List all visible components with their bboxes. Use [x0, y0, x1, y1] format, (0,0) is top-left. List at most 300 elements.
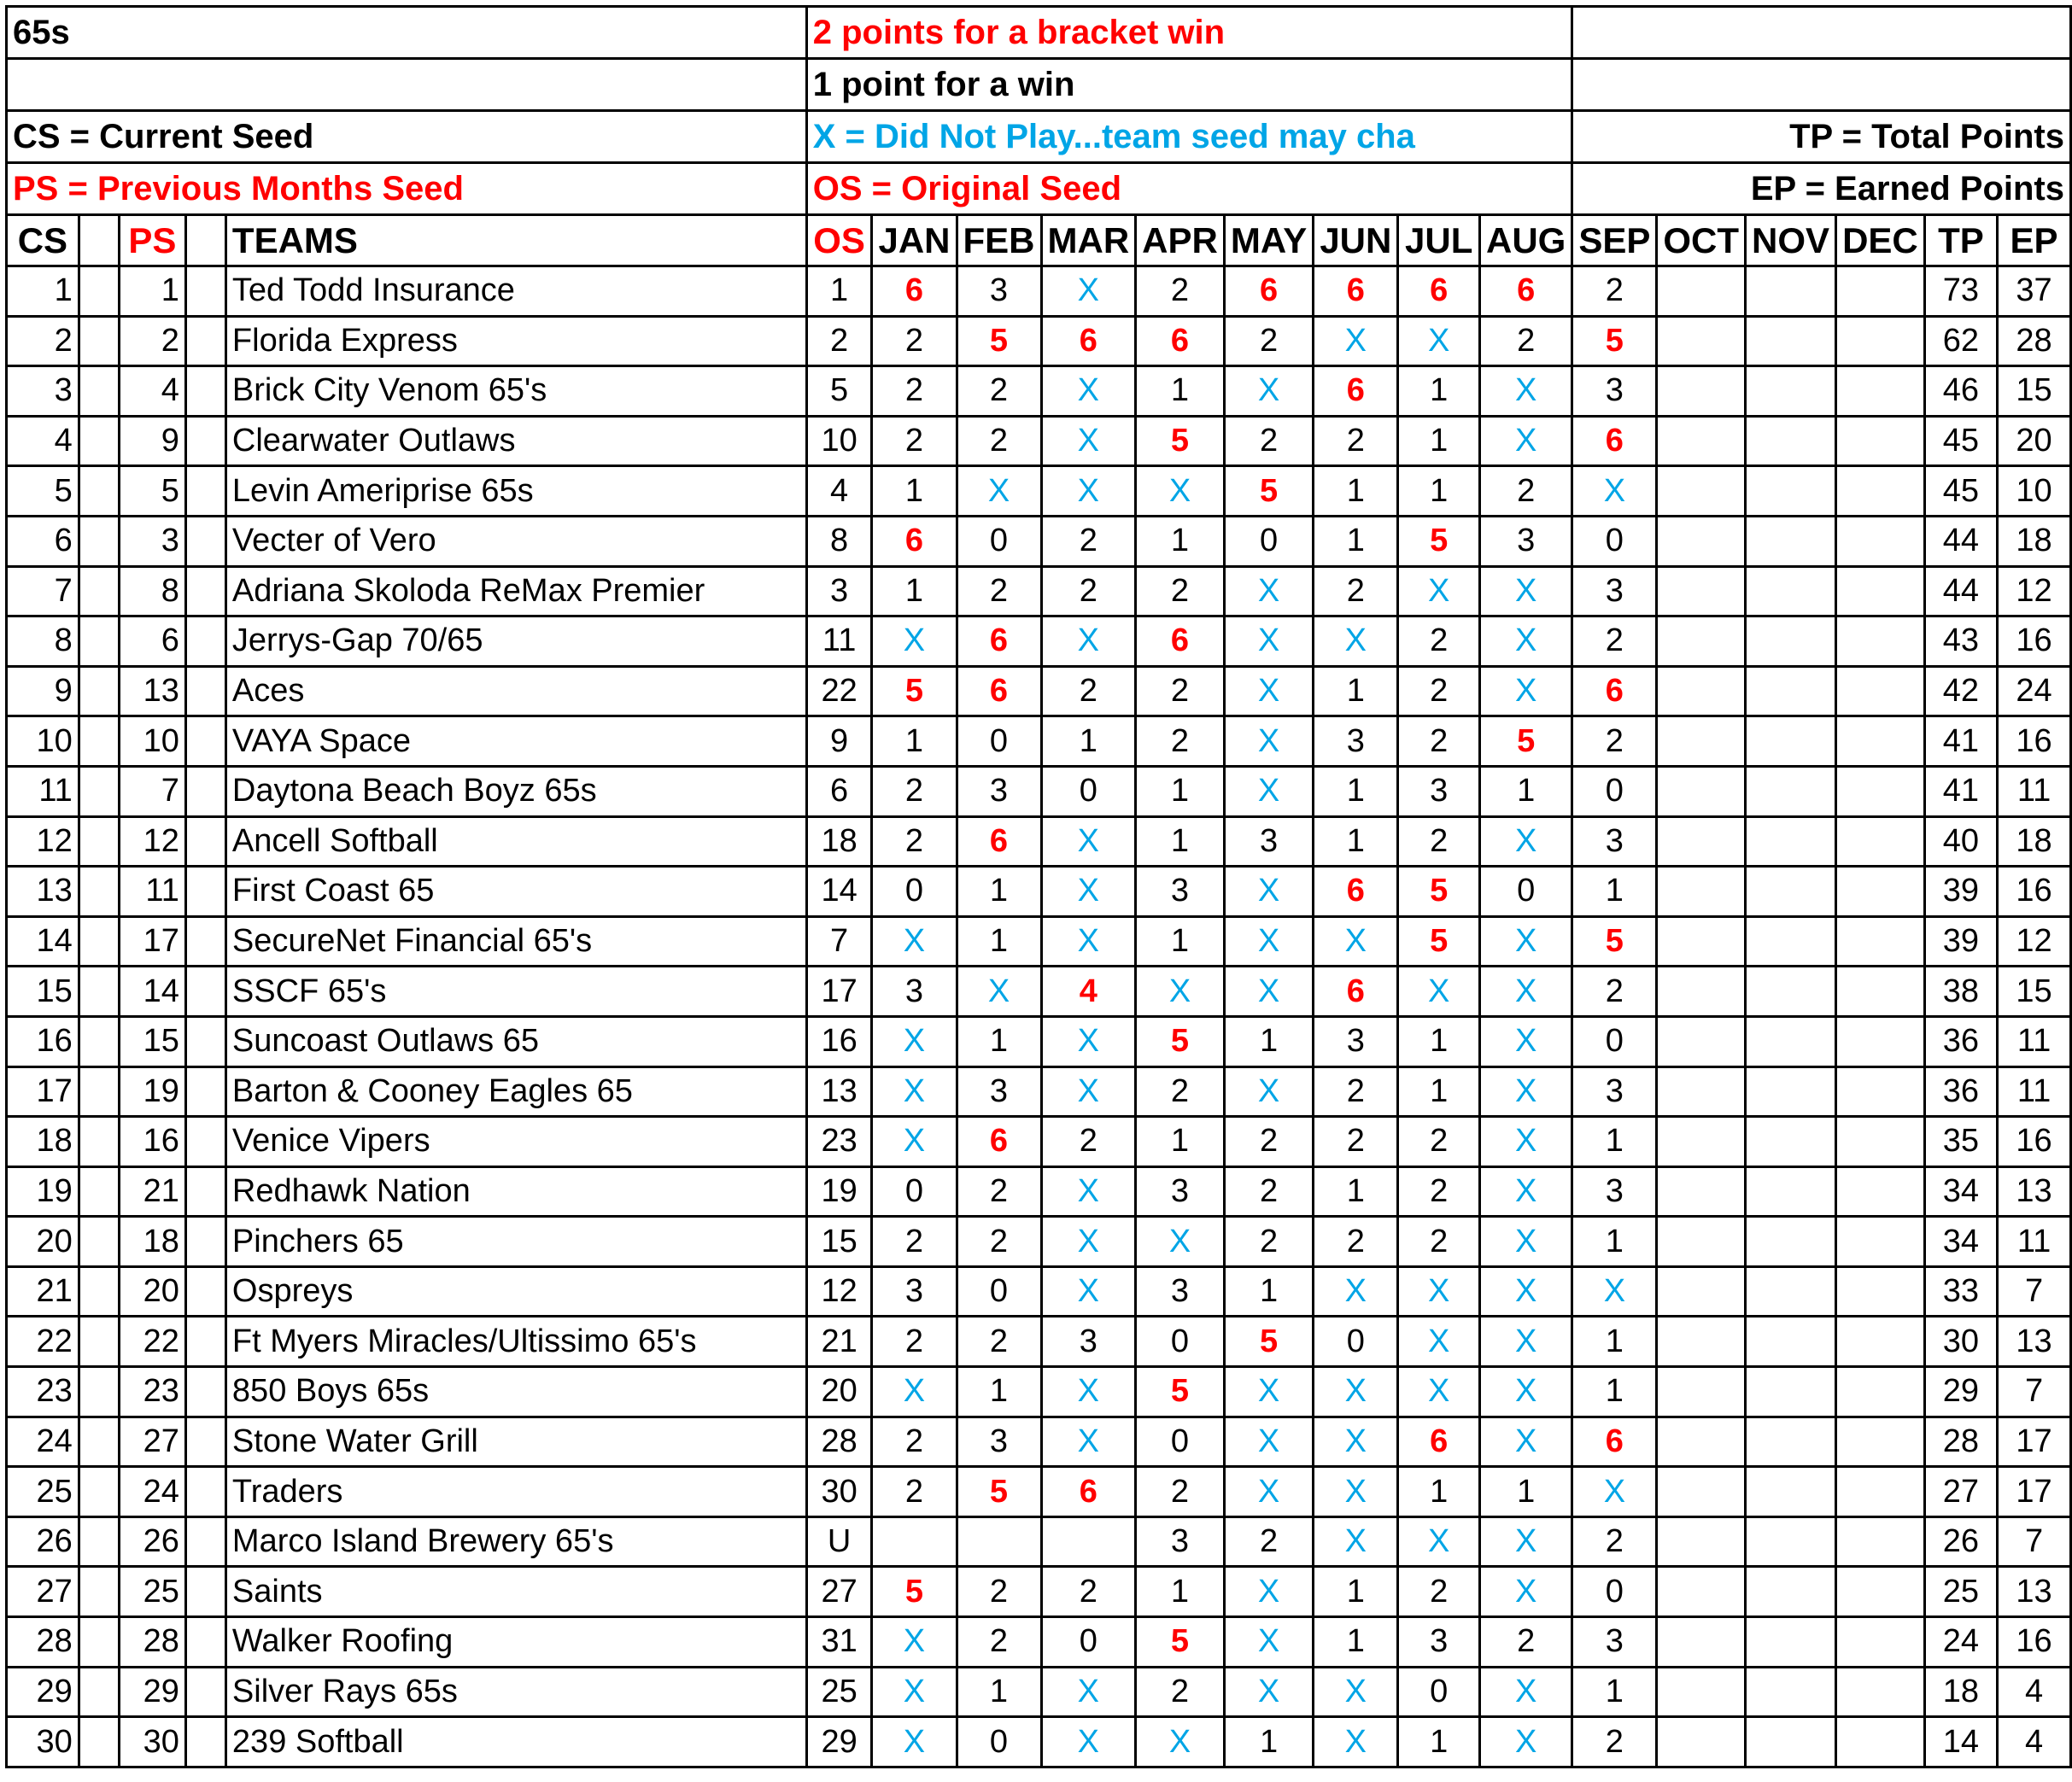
- legend-cs: CS = Current Seed: [7, 111, 807, 163]
- blank-cell: [185, 766, 225, 816]
- month-points-feb: X: [957, 967, 1041, 1017]
- month-points-feb: [957, 1516, 1041, 1567]
- month-points-nov: [1746, 666, 1836, 716]
- month-points-dec: [1836, 967, 1925, 1017]
- month-points-aug: X: [1480, 816, 1572, 867]
- col-tp: TP: [1924, 215, 1997, 266]
- header-row-4: [7, 163, 2071, 215]
- team-name: 239 Softball: [225, 1717, 806, 1767]
- original-seed: 16: [806, 1016, 872, 1066]
- month-points-oct: [1657, 867, 1746, 917]
- blank-cell: [79, 1617, 119, 1668]
- month-points-sep: 1: [1572, 1117, 1657, 1167]
- earned-points: 18: [1998, 516, 2071, 566]
- current-seed: 8: [7, 616, 79, 667]
- earned-points: 13: [1998, 1166, 2071, 1217]
- month-points-dec: [1836, 1066, 1925, 1117]
- month-points-may: 6: [1224, 266, 1313, 317]
- month-points-jul: 2: [1398, 666, 1480, 716]
- month-points-jul: 1: [1398, 1016, 1480, 1066]
- original-seed: 6: [806, 766, 872, 816]
- month-points-nov: [1746, 1016, 1836, 1066]
- month-points-dec: [1836, 666, 1925, 716]
- month-points-may: 2: [1224, 1117, 1313, 1167]
- total-points: 39: [1924, 916, 1997, 967]
- table-row: [7, 1266, 2071, 1317]
- standings-sheet: [5, 5, 2072, 1768]
- month-points-jan: X: [872, 616, 957, 667]
- month-points-sep: 2: [1572, 716, 1657, 767]
- team-name: Saints: [225, 1567, 806, 1617]
- month-points-apr: 1: [1136, 766, 1225, 816]
- team-name: 850 Boys 65s: [225, 1367, 806, 1417]
- team-name: Brick City Venom 65's: [225, 366, 806, 417]
- earned-points: 24: [1998, 666, 2071, 716]
- month-points-feb: X: [957, 466, 1041, 517]
- col-blank-b: [185, 215, 225, 266]
- blank-cell: [79, 416, 119, 466]
- table-row: [7, 1217, 2071, 1267]
- month-points-mar: 0: [1041, 1617, 1136, 1668]
- table-row: [7, 716, 2071, 767]
- month-points-sep: 2: [1572, 266, 1657, 317]
- month-points-may: X: [1224, 916, 1313, 967]
- earned-points: 12: [1998, 916, 2071, 967]
- month-points-sep: 5: [1572, 916, 1657, 967]
- table-row: [7, 766, 2071, 816]
- month-points-nov: [1746, 1417, 1836, 1467]
- month-points-jan: 5: [872, 1567, 957, 1617]
- month-points-mar: X: [1041, 366, 1136, 417]
- previous-seed: 25: [119, 1567, 185, 1617]
- month-points-feb: 1: [957, 867, 1041, 917]
- month-points-may: X: [1224, 716, 1313, 767]
- table-row: [7, 616, 2071, 667]
- total-points: 35: [1924, 1117, 1997, 1167]
- month-points-nov: [1746, 1117, 1836, 1167]
- blank-cell: [79, 1266, 119, 1317]
- month-points-jul: 5: [1398, 867, 1480, 917]
- month-points-apr: 3: [1136, 1166, 1225, 1217]
- month-points-jan: X: [872, 1066, 957, 1117]
- month-points-aug: X: [1480, 1117, 1572, 1167]
- blank-cell: [185, 1117, 225, 1167]
- total-points: 62: [1924, 316, 1997, 366]
- month-points-aug: X: [1480, 1317, 1572, 1367]
- month-points-jan: 6: [872, 516, 957, 566]
- month-points-oct: [1657, 416, 1746, 466]
- month-points-sep: 0: [1572, 516, 1657, 566]
- table-row: [7, 1467, 2071, 1517]
- month-points-sep: 3: [1572, 1066, 1657, 1117]
- month-points-sep: 1: [1572, 1217, 1657, 1267]
- earned-points: 11: [1998, 1217, 2071, 1267]
- month-points-jun: 6: [1314, 967, 1398, 1017]
- month-points-sep: 1: [1572, 867, 1657, 917]
- month-points-apr: 5: [1136, 1367, 1225, 1417]
- month-points-jan: 2: [872, 766, 957, 816]
- month-points-feb: 0: [957, 1266, 1041, 1317]
- month-points-jun: X: [1314, 1516, 1398, 1567]
- previous-seed: 4: [119, 366, 185, 417]
- previous-seed: 28: [119, 1617, 185, 1668]
- blank-cell: [79, 1166, 119, 1217]
- month-points-jan: X: [872, 916, 957, 967]
- blank-cell: [185, 716, 225, 767]
- month-points-jun: X: [1314, 1266, 1398, 1317]
- current-seed: 7: [7, 566, 79, 616]
- col-blank-a: [79, 215, 119, 266]
- col-ep: EP: [1998, 215, 2071, 266]
- previous-seed: 14: [119, 967, 185, 1017]
- month-points-dec: [1836, 416, 1925, 466]
- original-seed: 18: [806, 816, 872, 867]
- month-points-jul: 2: [1398, 1217, 1480, 1267]
- month-points-apr: X: [1136, 967, 1225, 1017]
- month-points-nov: [1746, 916, 1836, 967]
- month-points-oct: [1657, 1717, 1746, 1767]
- current-seed: 22: [7, 1317, 79, 1367]
- month-points-dec: [1836, 1117, 1925, 1167]
- total-points: 18: [1924, 1667, 1997, 1717]
- table-row: [7, 366, 2071, 417]
- month-points-sep: 3: [1572, 1166, 1657, 1217]
- team-name: Silver Rays 65s: [225, 1667, 806, 1717]
- month-points-dec: [1836, 1016, 1925, 1066]
- team-name: Ft Myers Miracles/Ultissimo 65's: [225, 1317, 806, 1367]
- month-points-feb: 6: [957, 666, 1041, 716]
- table-row: [7, 1667, 2071, 1717]
- month-points-jul: 1: [1398, 466, 1480, 517]
- header-blank-3: [1572, 59, 2071, 111]
- blank-cell: [185, 616, 225, 667]
- month-points-sep: 1: [1572, 1667, 1657, 1717]
- earned-points: 17: [1998, 1417, 2071, 1467]
- month-points-sep: 3: [1572, 816, 1657, 867]
- month-points-aug: X: [1480, 416, 1572, 466]
- original-seed: 29: [806, 1717, 872, 1767]
- month-points-apr: 0: [1136, 1417, 1225, 1467]
- month-points-jan: 1: [872, 466, 957, 517]
- month-points-feb: 1: [957, 1667, 1041, 1717]
- team-name: Walker Roofing: [225, 1617, 806, 1668]
- month-points-mar: X: [1041, 1016, 1136, 1066]
- month-points-nov: [1746, 1317, 1836, 1367]
- team-name: Pinchers 65: [225, 1217, 806, 1267]
- month-points-nov: [1746, 616, 1836, 667]
- blank-cell: [79, 867, 119, 917]
- month-points-mar: X: [1041, 266, 1136, 317]
- month-points-jun: X: [1314, 1717, 1398, 1767]
- month-points-nov: [1746, 1266, 1836, 1317]
- current-seed: 18: [7, 1117, 79, 1167]
- current-seed: 3: [7, 366, 79, 417]
- previous-seed: 30: [119, 1717, 185, 1767]
- earned-points: 20: [1998, 416, 2071, 466]
- current-seed: 23: [7, 1367, 79, 1417]
- team-name: Ospreys: [225, 1266, 806, 1317]
- month-points-may: X: [1224, 366, 1313, 417]
- month-points-jan: 2: [872, 1317, 957, 1367]
- month-points-aug: 3: [1480, 516, 1572, 566]
- original-seed: 25: [806, 1667, 872, 1717]
- month-points-aug: 2: [1480, 1617, 1572, 1668]
- blank-cell: [185, 1567, 225, 1617]
- month-points-feb: 6: [957, 816, 1041, 867]
- month-points-jun: 2: [1314, 416, 1398, 466]
- team-name: Traders: [225, 1467, 806, 1517]
- blank-cell: [185, 1617, 225, 1668]
- table-row: [7, 1516, 2071, 1567]
- month-points-feb: 1: [957, 1016, 1041, 1066]
- month-points-aug: X: [1480, 1217, 1572, 1267]
- month-points-aug: X: [1480, 1266, 1572, 1317]
- month-points-apr: 6: [1136, 316, 1225, 366]
- month-points-dec: [1836, 1567, 1925, 1617]
- month-points-mar: X: [1041, 1266, 1136, 1317]
- blank-cell: [79, 816, 119, 867]
- month-points-sep: 2: [1572, 967, 1657, 1017]
- month-points-aug: X: [1480, 1516, 1572, 1567]
- blank-cell: [79, 716, 119, 767]
- month-points-may: 1: [1224, 1717, 1313, 1767]
- month-points-sep: 6: [1572, 416, 1657, 466]
- month-points-jan: 2: [872, 366, 957, 417]
- month-points-nov: [1746, 1467, 1836, 1517]
- month-points-jan: 2: [872, 1467, 957, 1517]
- team-name: Aces: [225, 666, 806, 716]
- original-seed: 28: [806, 1417, 872, 1467]
- month-points-jun: 2: [1314, 566, 1398, 616]
- header-row-2: [7, 59, 2071, 111]
- month-points-aug: 0: [1480, 867, 1572, 917]
- month-points-jun: 1: [1314, 816, 1398, 867]
- blank-cell: [79, 666, 119, 716]
- month-points-jun: X: [1314, 1367, 1398, 1417]
- blank-cell: [185, 366, 225, 417]
- month-points-sep: 6: [1572, 1417, 1657, 1467]
- month-points-aug: X: [1480, 566, 1572, 616]
- month-points-dec: [1836, 867, 1925, 917]
- team-name: Stone Water Grill: [225, 1417, 806, 1467]
- blank-cell: [185, 666, 225, 716]
- total-points: 44: [1924, 516, 1997, 566]
- current-seed: 24: [7, 1417, 79, 1467]
- month-points-jul: 2: [1398, 1166, 1480, 1217]
- month-points-oct: [1657, 1117, 1746, 1167]
- month-points-oct: [1657, 1617, 1746, 1668]
- month-points-may: X: [1224, 867, 1313, 917]
- month-points-oct: [1657, 967, 1746, 1017]
- month-points-dec: [1836, 1317, 1925, 1367]
- original-seed: 1: [806, 266, 872, 317]
- month-points-feb: 5: [957, 316, 1041, 366]
- table-row: [7, 916, 2071, 967]
- month-points-aug: 2: [1480, 466, 1572, 517]
- previous-seed: 1: [119, 266, 185, 317]
- month-points-nov: [1746, 316, 1836, 366]
- previous-seed: 11: [119, 867, 185, 917]
- month-points-feb: 6: [957, 1117, 1041, 1167]
- previous-seed: 5: [119, 466, 185, 517]
- month-points-jul: 5: [1398, 516, 1480, 566]
- month-points-jun: X: [1314, 1417, 1398, 1467]
- month-points-apr: 6: [1136, 616, 1225, 667]
- month-points-feb: 1: [957, 1367, 1041, 1417]
- earned-points: 18: [1998, 816, 2071, 867]
- month-points-jun: 2: [1314, 1117, 1398, 1167]
- table-row: [7, 1417, 2071, 1467]
- total-points: 33: [1924, 1266, 1997, 1317]
- month-points-oct: [1657, 316, 1746, 366]
- month-points-sep: X: [1572, 466, 1657, 517]
- month-points-jul: X: [1398, 1266, 1480, 1317]
- month-points-jul: X: [1398, 316, 1480, 366]
- month-points-sep: 0: [1572, 1567, 1657, 1617]
- header-row-1: [7, 7, 2071, 59]
- table-row: [7, 1066, 2071, 1117]
- month-points-apr: 1: [1136, 916, 1225, 967]
- month-points-aug: X: [1480, 1367, 1572, 1417]
- earned-points: 13: [1998, 1567, 2071, 1617]
- original-seed: 23: [806, 1117, 872, 1167]
- month-points-aug: 1: [1480, 1467, 1572, 1517]
- month-points-jul: 2: [1398, 1567, 1480, 1617]
- month-points-jun: X: [1314, 1467, 1398, 1517]
- month-points-aug: X: [1480, 616, 1572, 667]
- previous-seed: 10: [119, 716, 185, 767]
- blank-cell: [185, 1717, 225, 1767]
- blank-cell: [79, 466, 119, 517]
- current-seed: 2: [7, 316, 79, 366]
- table-row: [7, 1317, 2071, 1367]
- previous-seed: 9: [119, 416, 185, 466]
- original-seed: 5: [806, 366, 872, 417]
- previous-seed: 29: [119, 1667, 185, 1717]
- blank-cell: [79, 1467, 119, 1517]
- month-points-mar: 6: [1041, 316, 1136, 366]
- month-points-jun: 6: [1314, 867, 1398, 917]
- previous-seed: 26: [119, 1516, 185, 1567]
- col-mar: MAR: [1041, 215, 1136, 266]
- month-points-aug: 1: [1480, 766, 1572, 816]
- month-points-sep: 3: [1572, 1617, 1657, 1668]
- blank-cell: [79, 1317, 119, 1367]
- col-nov: NOV: [1746, 215, 1836, 266]
- earned-points: 12: [1998, 566, 2071, 616]
- month-points-jun: 3: [1314, 716, 1398, 767]
- original-seed: 11: [806, 616, 872, 667]
- col-feb: FEB: [957, 215, 1041, 266]
- month-points-may: 1: [1224, 1266, 1313, 1317]
- total-points: 36: [1924, 1066, 1997, 1117]
- team-name: Florida Express: [225, 316, 806, 366]
- header-blank-1: [1572, 7, 2071, 59]
- rule-bracket: 2 points for a bracket win: [806, 7, 1572, 59]
- month-points-nov: [1746, 816, 1836, 867]
- col-aug: AUG: [1480, 215, 1572, 266]
- total-points: 43: [1924, 616, 1997, 667]
- total-points: 36: [1924, 1016, 1997, 1066]
- month-points-jun: 2: [1314, 1066, 1398, 1117]
- month-points-may: X: [1224, 1617, 1313, 1668]
- table-row: [7, 1617, 2071, 1668]
- legend-os: OS = Original Seed: [806, 163, 1572, 215]
- original-seed: 30: [806, 1467, 872, 1517]
- month-points-may: X: [1224, 1417, 1313, 1467]
- previous-seed: 21: [119, 1166, 185, 1217]
- month-points-oct: [1657, 1217, 1746, 1267]
- current-seed: 19: [7, 1166, 79, 1217]
- month-points-aug: X: [1480, 1166, 1572, 1217]
- month-points-aug: X: [1480, 1016, 1572, 1066]
- month-points-dec: [1836, 716, 1925, 767]
- month-points-jul: X: [1398, 566, 1480, 616]
- month-points-oct: [1657, 916, 1746, 967]
- earned-points: 11: [1998, 766, 2071, 816]
- month-points-feb: 2: [957, 366, 1041, 417]
- table-row: [7, 416, 2071, 466]
- total-points: 28: [1924, 1417, 1997, 1467]
- month-points-jan: 2: [872, 416, 957, 466]
- month-points-oct: [1657, 816, 1746, 867]
- month-points-jun: X: [1314, 916, 1398, 967]
- month-points-nov: [1746, 266, 1836, 317]
- previous-seed: 27: [119, 1417, 185, 1467]
- month-points-may: 3: [1224, 816, 1313, 867]
- month-points-may: X: [1224, 1467, 1313, 1517]
- original-seed: 14: [806, 867, 872, 917]
- total-points: 41: [1924, 716, 1997, 767]
- month-points-mar: X: [1041, 1217, 1136, 1267]
- month-points-jan: 0: [872, 867, 957, 917]
- total-points: 25: [1924, 1567, 1997, 1617]
- month-points-jul: 1: [1398, 1467, 1480, 1517]
- month-points-dec: [1836, 266, 1925, 317]
- blank-cell: [185, 1367, 225, 1417]
- blank-cell: [185, 1266, 225, 1317]
- table-row: [7, 516, 2071, 566]
- month-points-mar: X: [1041, 1166, 1136, 1217]
- blank-cell: [79, 1417, 119, 1467]
- month-points-nov: [1746, 1667, 1836, 1717]
- month-points-jun: 1: [1314, 516, 1398, 566]
- month-points-may: X: [1224, 1066, 1313, 1117]
- team-name: Suncoast Outlaws 65: [225, 1016, 806, 1066]
- month-points-oct: [1657, 616, 1746, 667]
- col-oct: OCT: [1657, 215, 1746, 266]
- table-row: [7, 1367, 2071, 1417]
- total-points: 44: [1924, 566, 1997, 616]
- month-points-oct: [1657, 1066, 1746, 1117]
- month-points-jul: X: [1398, 1367, 1480, 1417]
- current-seed: 4: [7, 416, 79, 466]
- team-name: Adriana Skoloda ReMax Premier: [225, 566, 806, 616]
- blank-cell: [185, 916, 225, 967]
- month-points-may: X: [1224, 1367, 1313, 1417]
- month-points-mar: 0: [1041, 766, 1136, 816]
- month-points-jun: X: [1314, 616, 1398, 667]
- month-points-apr: 1: [1136, 1117, 1225, 1167]
- month-points-jan: 0: [872, 1166, 957, 1217]
- total-points: 27: [1924, 1467, 1997, 1517]
- month-points-nov: [1746, 1567, 1836, 1617]
- team-name: Ted Todd Insurance: [225, 266, 806, 317]
- month-points-feb: 2: [957, 566, 1041, 616]
- total-points: 14: [1924, 1717, 1997, 1767]
- blank-cell: [79, 1066, 119, 1117]
- original-seed: 4: [806, 466, 872, 517]
